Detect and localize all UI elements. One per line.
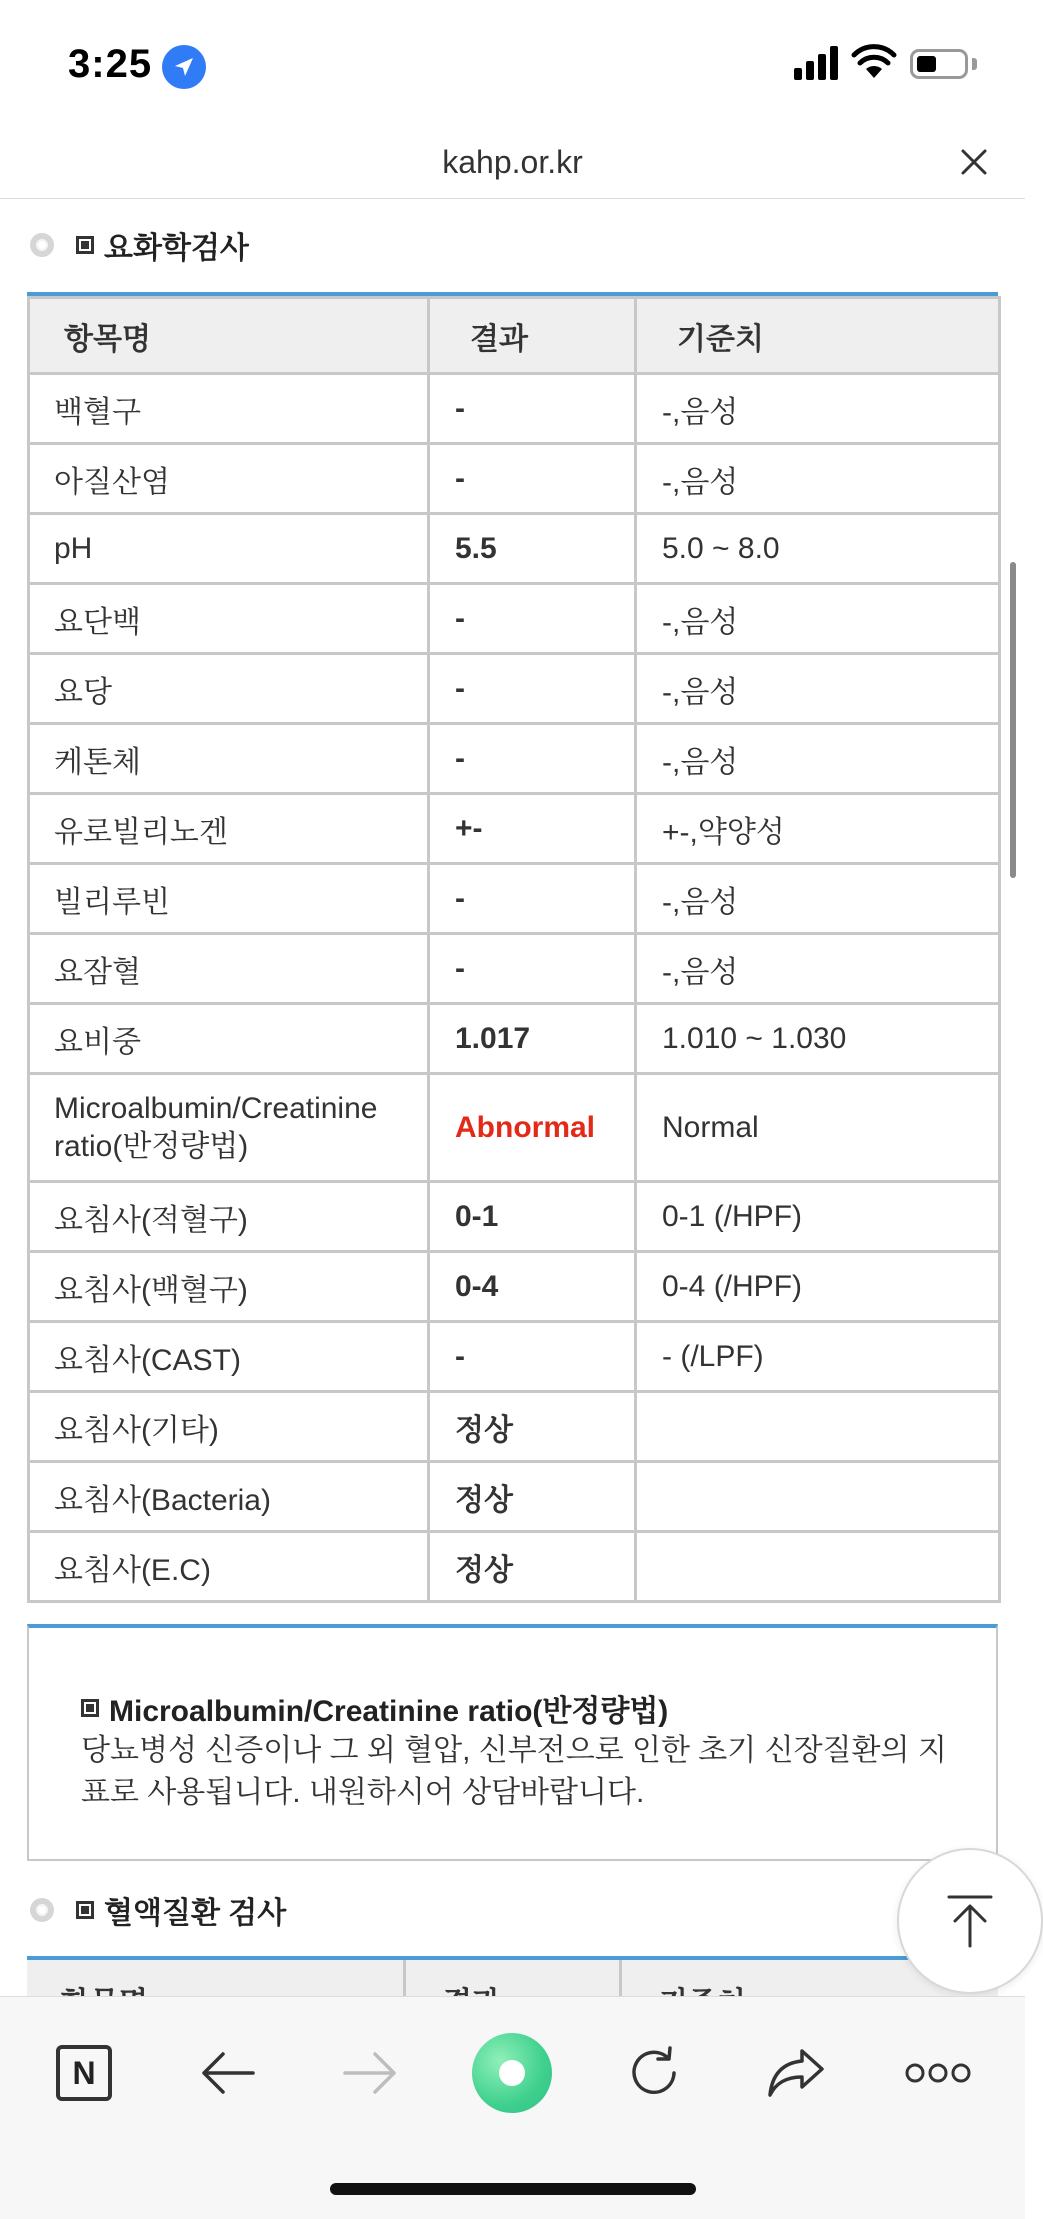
square-bullet-icon bbox=[81, 1699, 99, 1717]
battery-icon bbox=[910, 49, 968, 79]
note-title-text: Microalbumin/Creatinine ratio(반정량법) bbox=[109, 1695, 669, 1728]
item-reference: -,음성 bbox=[636, 444, 1000, 514]
item-result: 5.5 bbox=[429, 514, 636, 584]
item-name: 요비중 bbox=[29, 1004, 429, 1074]
table-row bbox=[29, 1322, 1000, 1392]
naver-n-icon: N bbox=[56, 2045, 112, 2101]
forward-button[interactable] bbox=[330, 2033, 410, 2113]
table-row bbox=[29, 584, 1000, 654]
note-body: 당뇨병성 신증이나 그 외 혈압, 신부전으로 인한 초기 신장질환의 지표로 사용됩니다. 내원하시어 상담바랍니다. bbox=[81, 1734, 947, 1809]
item-name: 요단백 bbox=[29, 584, 429, 654]
item-name: 요당 bbox=[29, 654, 429, 724]
arrow-up-icon bbox=[945, 1894, 995, 1948]
column-divider bbox=[619, 1960, 622, 2000]
status-time: 3:25 bbox=[68, 42, 153, 86]
home-indicator[interactable] bbox=[330, 2183, 696, 2195]
section-title: 요화학검사 bbox=[104, 232, 249, 265]
item-result: - bbox=[429, 1322, 636, 1392]
table-row bbox=[29, 1462, 1000, 1532]
item-reference: +-,약양성 bbox=[636, 794, 1000, 864]
note-box bbox=[27, 1624, 998, 1861]
item-result: - bbox=[429, 864, 636, 934]
green-dot-button[interactable] bbox=[472, 2033, 552, 2113]
table-row bbox=[29, 864, 1000, 934]
reload-icon bbox=[626, 2045, 682, 2101]
green-dot-icon bbox=[472, 2033, 552, 2113]
note-title bbox=[81, 1686, 668, 1730]
table-row bbox=[29, 724, 1000, 794]
table-row bbox=[29, 1252, 1000, 1322]
section-header-blood-disease bbox=[30, 1890, 286, 1930]
item-result: 1.017 bbox=[429, 1004, 636, 1074]
blood-table-header bbox=[27, 1956, 998, 2000]
item-result: 정상 bbox=[429, 1532, 636, 1602]
item-result: - bbox=[429, 724, 636, 794]
url-text[interactable]: kahp.or.kr bbox=[442, 144, 583, 180]
item-result: - bbox=[429, 584, 636, 654]
close-icon[interactable] bbox=[958, 146, 990, 178]
item-name bbox=[29, 1074, 429, 1182]
item-result: 정상 bbox=[429, 1392, 636, 1462]
table-row bbox=[29, 794, 1000, 864]
reload-button[interactable] bbox=[614, 2033, 694, 2113]
item-reference: -,음성 bbox=[636, 934, 1000, 1004]
item-reference: 5.0 ~ 8.0 bbox=[636, 514, 1000, 584]
more-button[interactable] bbox=[898, 2033, 978, 2113]
item-name: 빌리루빈 bbox=[29, 864, 429, 934]
more-dots-icon bbox=[905, 2062, 971, 2084]
location-arrow-icon bbox=[162, 45, 206, 89]
item-name-line2: ratio(반정량법) bbox=[54, 1129, 249, 1163]
item-result: - bbox=[429, 654, 636, 724]
arrow-right-icon bbox=[343, 2050, 397, 2096]
table-row bbox=[29, 934, 1000, 1004]
item-result: +- bbox=[429, 794, 636, 864]
item-result-abnormal: Abnormal bbox=[429, 1074, 636, 1182]
item-reference: -,음성 bbox=[636, 374, 1000, 444]
item-result: 0-4 bbox=[429, 1252, 636, 1322]
item-result: - bbox=[429, 374, 636, 444]
bullet-ring-icon bbox=[30, 233, 54, 257]
arrow-left-icon bbox=[201, 2050, 255, 2096]
item-reference: 0-4 (/HPF) bbox=[636, 1252, 1000, 1322]
item-reference bbox=[636, 1462, 1000, 1532]
table-row bbox=[29, 1392, 1000, 1462]
battery-cap bbox=[972, 58, 977, 70]
item-name: 아질산염 bbox=[29, 444, 429, 514]
square-bullet-icon bbox=[76, 236, 94, 254]
item-result: 정상 bbox=[429, 1462, 636, 1532]
header-result: 결과 bbox=[429, 298, 636, 374]
item-reference: Normal bbox=[636, 1074, 1000, 1182]
item-reference bbox=[636, 1392, 1000, 1462]
item-name: 유로빌리노겐 bbox=[29, 794, 429, 864]
square-bullet-icon bbox=[76, 1901, 94, 1919]
item-reference: -,음성 bbox=[636, 864, 1000, 934]
share-button[interactable] bbox=[756, 2033, 836, 2113]
header-item-name: 항목명 bbox=[29, 298, 429, 374]
status-bar bbox=[0, 0, 1025, 130]
table-row bbox=[29, 1182, 1000, 1252]
table-row bbox=[29, 1532, 1000, 1602]
item-reference bbox=[636, 1532, 1000, 1602]
item-name: 요침사(기타) bbox=[29, 1392, 429, 1462]
naver-home-button[interactable] bbox=[44, 2033, 124, 2113]
item-name-line1: Microalbumin/Creatinine bbox=[54, 1092, 378, 1125]
item-name: 요침사(Bacteria) bbox=[29, 1462, 429, 1532]
item-name: 요잠혈 bbox=[29, 934, 429, 1004]
item-reference: - (/LPF) bbox=[636, 1322, 1000, 1392]
item-reference: 0-1 (/HPF) bbox=[636, 1182, 1000, 1252]
back-button[interactable] bbox=[188, 2033, 268, 2113]
wifi-icon bbox=[852, 44, 896, 78]
section-title: 혈액질환 검사 bbox=[104, 1897, 287, 1930]
item-result: 0-1 bbox=[429, 1182, 636, 1252]
table-row bbox=[29, 514, 1000, 584]
item-name: 요침사(적혈구) bbox=[29, 1182, 429, 1252]
header-reference: 기준치 bbox=[636, 298, 1000, 374]
section-header-urinalysis bbox=[30, 225, 249, 265]
bullet-ring-icon bbox=[30, 1898, 54, 1922]
table-row bbox=[29, 374, 1000, 444]
share-arrow-icon bbox=[766, 2047, 826, 2099]
item-result: - bbox=[429, 934, 636, 1004]
item-reference: -,음성 bbox=[636, 724, 1000, 794]
url-bar[interactable] bbox=[0, 130, 1025, 199]
cellular-signal-icon bbox=[794, 46, 840, 80]
item-name: 요침사(E.C) bbox=[29, 1532, 429, 1602]
scrollbar[interactable] bbox=[1010, 562, 1016, 878]
item-name: 백혈구 bbox=[29, 374, 429, 444]
scroll-to-top-button[interactable] bbox=[897, 1848, 1043, 1994]
table-header-row bbox=[29, 298, 1000, 374]
item-name: pH bbox=[29, 514, 429, 584]
item-name: 케톤체 bbox=[29, 724, 429, 794]
item-name: 요침사(백혈구) bbox=[29, 1252, 429, 1322]
column-divider bbox=[403, 1960, 406, 2000]
table-row bbox=[29, 654, 1000, 724]
item-reference: -,음성 bbox=[636, 654, 1000, 724]
table-row bbox=[29, 1004, 1000, 1074]
item-result: - bbox=[429, 444, 636, 514]
table-row bbox=[29, 1074, 1000, 1182]
item-reference: -,음성 bbox=[636, 584, 1000, 654]
item-reference: 1.010 ~ 1.030 bbox=[636, 1004, 1000, 1074]
urinalysis-table bbox=[27, 292, 998, 1603]
table-row bbox=[29, 444, 1000, 514]
item-name: 요침사(CAST) bbox=[29, 1322, 429, 1392]
